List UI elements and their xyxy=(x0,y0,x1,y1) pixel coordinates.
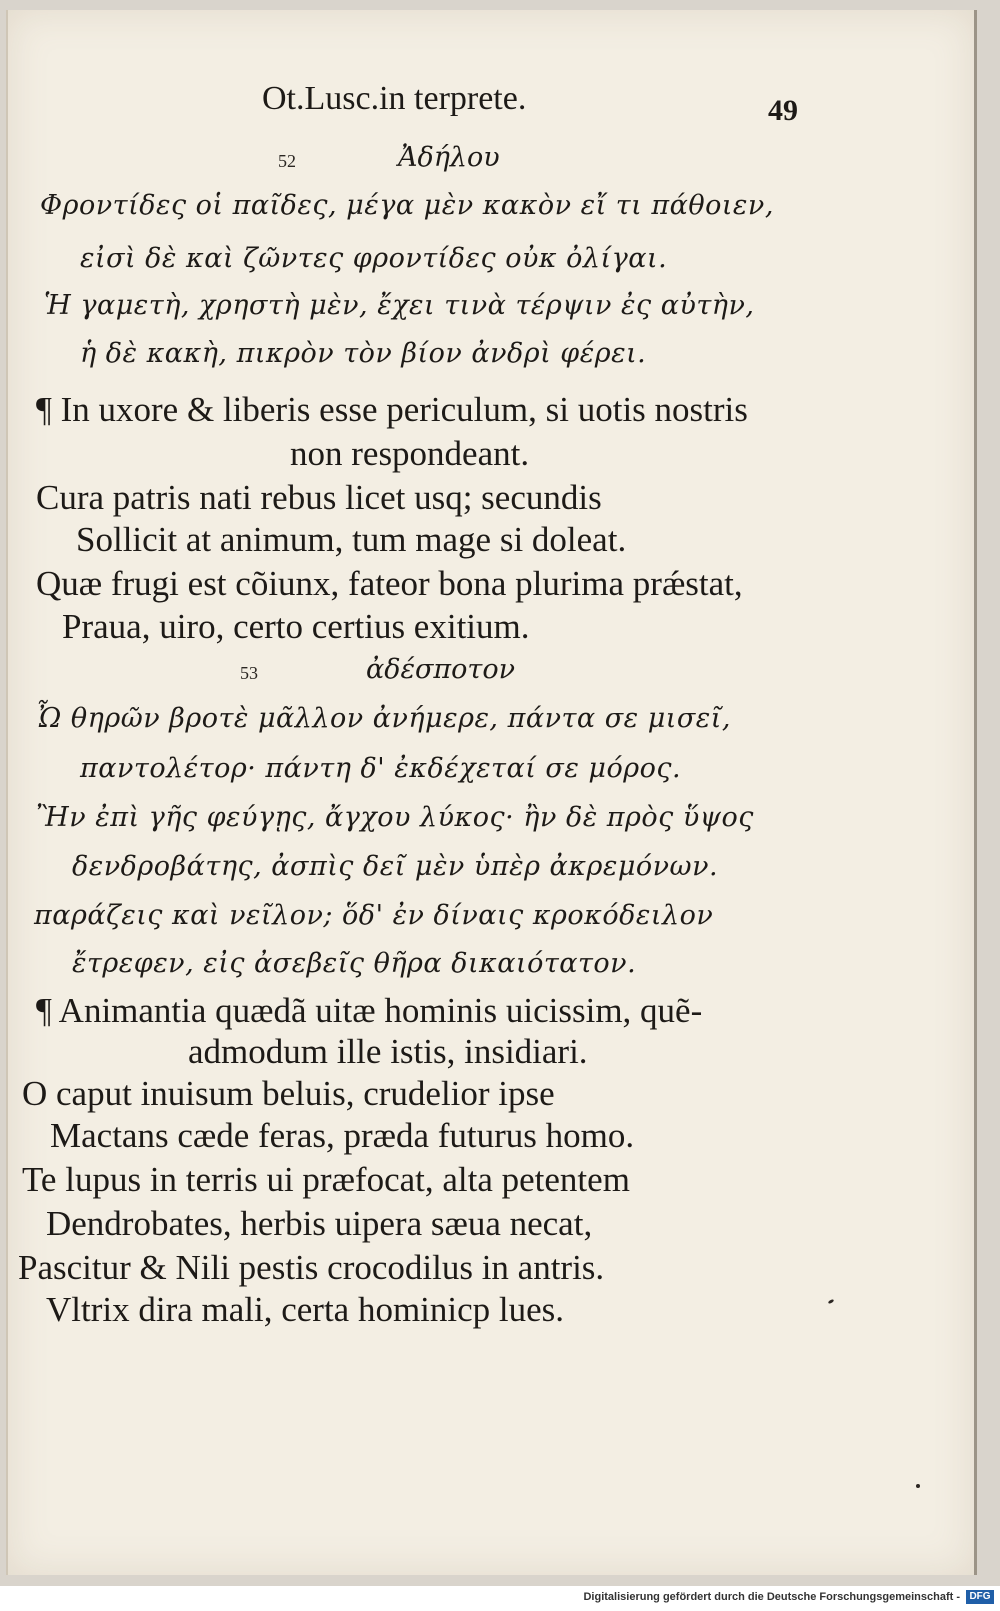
latin-verse: Vltrix dira mali, certa hominicp lues. xyxy=(46,1290,565,1329)
epigram-number: 52 xyxy=(278,151,296,171)
latin-verse: O caput inuisum beluis, crudelior ipse xyxy=(22,1074,555,1113)
latin-verse: Quæ frugi est cõiunx, fateor bona plurima prǽstat, xyxy=(36,564,743,603)
latin-verse: Mactans cæde feras, præda futurus homo. xyxy=(50,1116,635,1155)
latin-argument: ¶ Animantia quædã uitæ hominis uicissim, quẽ- xyxy=(36,991,703,1030)
latin-argument: non respondeant. xyxy=(290,434,530,473)
greek-verse: δενδροβάτης, ἀσπὶς δεῖ μὲν ὑπὲρ ἀκρεμόνων. xyxy=(72,851,719,882)
greek-verse: παντολέτορ· πάντη δ' ἐκδέχεταί σε μόρος. xyxy=(80,753,682,784)
latin-verse: Cura patris nati rebus licet usq; secundis xyxy=(36,478,602,517)
greek-verse: Ἡ γαμετὴ, χρηστὴ μὲν, ἔχει τινὰ τέρψιν ἐς αὐτὴν, xyxy=(44,290,755,321)
greek-verse: εἰσὶ δὲ καὶ ζῶντες φροντίδες οὐκ ὀλίγαι. xyxy=(80,243,668,274)
greek-verse: ἡ δὲ κακὴ, πικρὸν τὸν βίον ἀνδρὶ φέρει. xyxy=(80,338,647,369)
latin-verse: Pascitur & Nili pestis crocodilus in antris. xyxy=(18,1248,605,1287)
latin-argument: ¶ In uxore & liberis esse periculum, si uotis nostris xyxy=(36,390,748,429)
ink-speck xyxy=(916,1484,920,1488)
latin-verse: Dendrobates, herbis uipera sæua necat, xyxy=(46,1204,593,1243)
latin-argument: admodum ille istis, insidiari. xyxy=(188,1032,588,1071)
greek-verse: ἔτρεφεν, εἰς ἀσεβεῖς θῆρα δικαιότατον. xyxy=(72,948,637,979)
latin-verse: Praua, uiro, certo certius exitium. xyxy=(62,607,530,646)
greek-verse: παράζεις καὶ νεῖλον; ὅδ' ἐν δίναις κροκόδειλον xyxy=(34,900,714,931)
greek-heading: ἀδέσποτον xyxy=(366,654,516,685)
digitization-credit: Digitalisierung gefördert durch die Deutsche Forschungsgemeinschaft - xyxy=(583,1591,960,1603)
epigram-number: 53 xyxy=(240,663,258,683)
greek-heading: Ἀδήλου xyxy=(398,142,500,173)
page-number: 49 xyxy=(768,94,798,127)
dfg-logo: DFG xyxy=(966,1590,994,1604)
greek-verse: Ἢν ἐπὶ γῆς φεύγῃς, ἄγχου λύκος· ἢν δὲ πρὸς ὕψος xyxy=(36,802,754,833)
latin-verse: Sollicit at animum, tum mage si doleat. xyxy=(76,520,627,559)
latin-verse: Te lupus in terris ui præfocat, alta petentem xyxy=(22,1160,630,1199)
greek-verse: Ὦ θηρῶν βροτὲ μᾶλλον ἀνήμερε, πάντα σε μισεῖ, xyxy=(36,703,731,734)
greek-verse: Φροντίδες οἱ παῖδες, μέγα μὲν κακὸν εἴ τι πάθοιεν, xyxy=(40,190,774,221)
running-title: Ot.Lusc.in terprete. xyxy=(262,80,527,117)
